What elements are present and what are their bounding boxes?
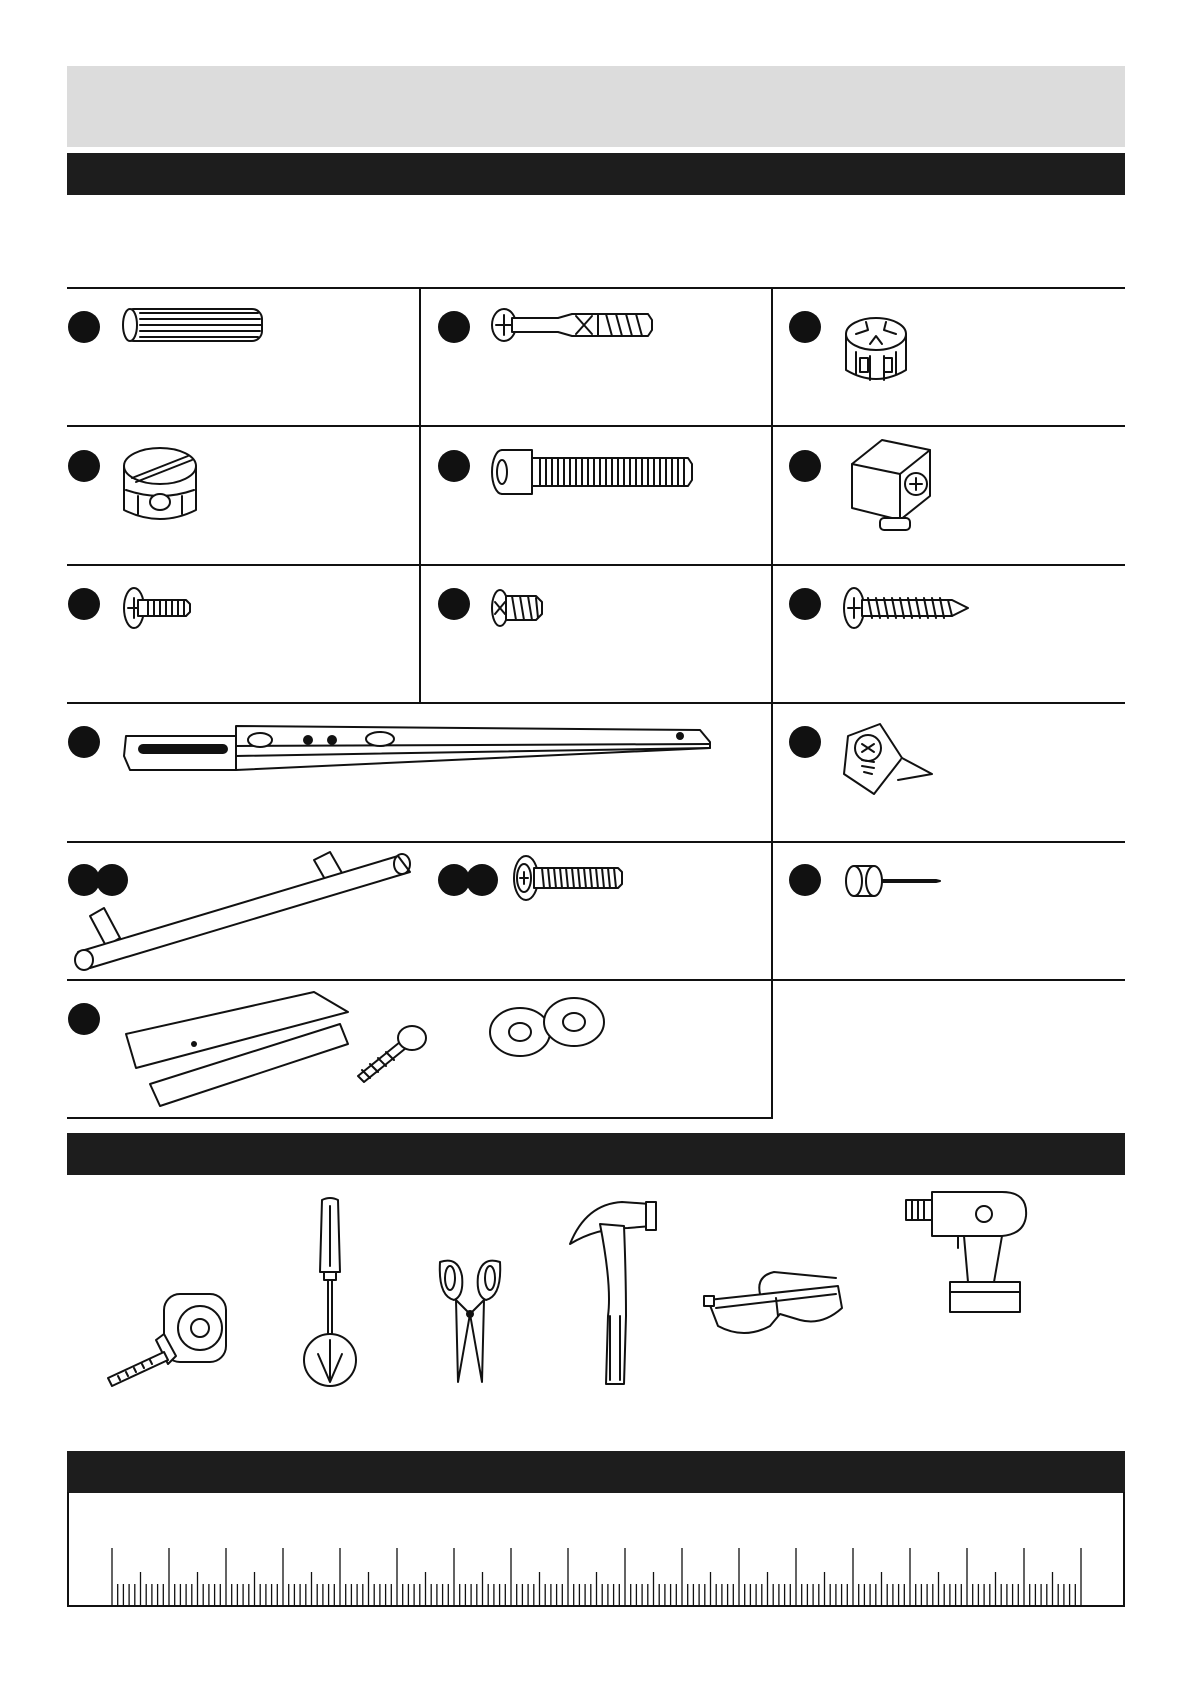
cam-lock-icon [840, 312, 912, 390]
fittings-section-bar [67, 153, 1125, 195]
felt-glide-icon [844, 856, 942, 906]
wooden-dowel-icon [118, 303, 268, 347]
euro-screw-icon [488, 584, 546, 632]
part-marker [438, 311, 470, 343]
hammer-icon [566, 1196, 660, 1392]
header-band [67, 66, 1125, 147]
part-marker [466, 864, 498, 896]
part-marker [438, 450, 470, 482]
part-marker [789, 588, 821, 620]
tools-section-bar [67, 1133, 1125, 1175]
part-marker [789, 450, 821, 482]
part-marker [438, 588, 470, 620]
part-marker [789, 864, 821, 896]
part-marker [68, 588, 100, 620]
shelf-support-icon [840, 718, 936, 802]
drawer-runner-icon [120, 716, 716, 784]
measuring-ruler [112, 1546, 1082, 1606]
short-screw-icon [120, 584, 192, 632]
wood-screw-icon [840, 584, 972, 632]
block-connector-icon [846, 434, 936, 534]
cam-lock-large-icon [118, 444, 202, 524]
cordless-drill-icon [902, 1186, 1032, 1318]
part-marker [789, 726, 821, 758]
handle-bolt-icon [510, 852, 626, 904]
cam-bolt-icon [488, 304, 658, 346]
part-marker [68, 450, 100, 482]
connector-bolt-icon [488, 444, 696, 500]
scissors-icon [434, 1256, 506, 1386]
ruler-section-bar [67, 1451, 1125, 1493]
part-marker [68, 1003, 100, 1035]
part-marker [789, 311, 821, 343]
safety-glasses-icon [704, 1264, 846, 1344]
bar-handle-icon [68, 842, 416, 976]
part-marker [68, 311, 100, 343]
anti-tip-strap-icon [124, 986, 584, 1114]
tape-measure-icon [104, 1290, 234, 1386]
screwdriver-icon [300, 1196, 362, 1392]
part-marker [68, 726, 100, 758]
